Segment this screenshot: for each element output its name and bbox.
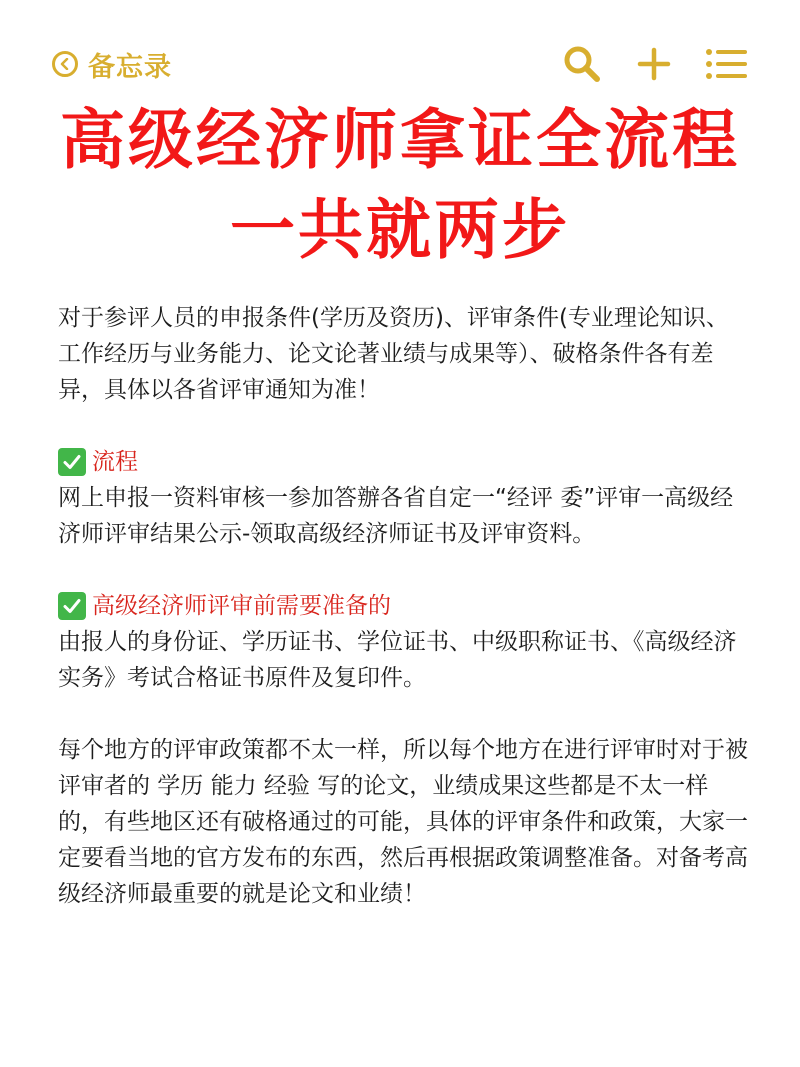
search-icon[interactable] <box>560 42 604 86</box>
spacer <box>58 552 748 588</box>
toolbar <box>560 42 748 86</box>
plus-icon[interactable] <box>632 42 676 86</box>
spacer <box>58 696 748 732</box>
note-body <box>58 300 748 912</box>
page-title <box>0 96 800 276</box>
chevron-left-icon <box>52 51 78 77</box>
section-heading-process <box>58 444 748 480</box>
section-heading-label: 高级经济师评审前需要准备的 <box>92 593 391 619</box>
spacer <box>58 408 748 444</box>
intro-paragraph: 对于参评人员的申报条件(学历及资历)、评审条件(专业理论知识、工作经历与业务能力、论文论著业绩与成果等）、破格条件各有差异，具体以各省评审通知为准！ <box>58 305 729 403</box>
list-icon[interactable] <box>704 42 748 86</box>
back-label: 备忘录 <box>88 51 172 83</box>
section-heading-preparation <box>58 588 748 624</box>
checkmark-icon <box>58 592 86 620</box>
section-heading-label: 流程 <box>92 449 138 475</box>
closing-paragraph: 每个地方的评审政策都不太一样，所以每个地方在进行评审时对于被评审者的 学历 能力 经验 写的论文，业绩成果这些都是不太一样的，有些地区还有破格通过的可能，具体的评审条件和政策，大家一定要看当地的官方发布的东西，然后再根据政策调整准备。对备考高级经济师最重要的就是论文和业绩！ <box>58 737 748 907</box>
preparation-paragraph: 由报人的身份证、学历证书、学位证书、中级职称证书、《高级经济实务》考试合格证书原件及复印件。 <box>58 629 737 691</box>
checkmark-icon <box>58 448 86 476</box>
top-bar <box>52 38 748 90</box>
title-line-1: 高级经济师拿证全流程 <box>59 103 740 178</box>
process-paragraph: 网上申报一资料审核一参加答辦各省自定一“经评 委”评审一高级经济师评审结果公示-领取高级经济师证书及评审资料。 <box>58 485 734 547</box>
back-button[interactable] <box>52 45 172 84</box>
title-line-2: 一共就两步 <box>229 193 570 268</box>
